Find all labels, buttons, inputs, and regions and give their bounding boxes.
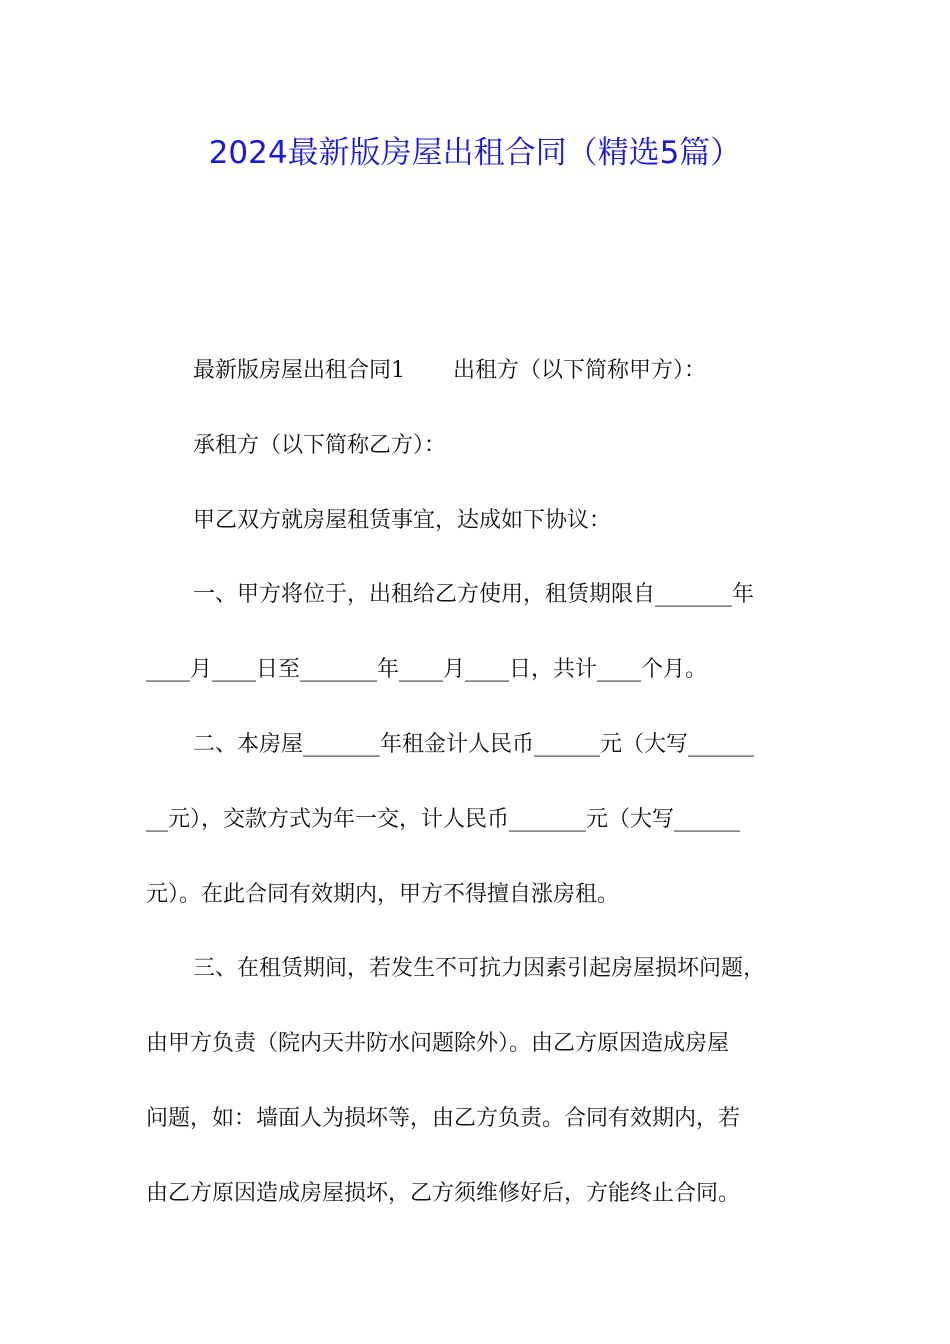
clause-three-line: 问题，如：墙面人为损坏等，由乙方负责。合同有效期内，若 [146, 1105, 741, 1131]
clause-two-line: 二、本房屋_______年租金计人民币______元（大写______ [193, 731, 755, 757]
agreement-intro: 甲乙双方就房屋租赁事宜，达成如下协议： [193, 507, 612, 533]
clause-two-line: 元）。在此合同有效期内，甲方不得擅自涨房租。 [146, 881, 620, 907]
contract-body [146, 334, 826, 1232]
clause-three-line: 由甲方负责（院内天井防水问题除外）。由乙方原因造成房屋 [146, 1031, 730, 1057]
clause-one-line: 一、甲方将位于，出租给乙方使用，租赁期限自_______年 [193, 582, 755, 608]
clause-two-line: __元），交款方式为年一交，计人民币_______元（大写______ [146, 806, 741, 832]
lessee-label: 承租方（以下简称乙方）： [193, 432, 447, 458]
lessor-label: 出租方（以下简称甲方）： [453, 358, 707, 383]
document-title: 2024最新版房屋出租合同（精选5篇） [208, 135, 742, 171]
clause-three-line: 三、在租赁期间，若发生不可抗力因素引起房屋损坏问题， [193, 956, 766, 982]
contract-heading: 最新版房屋出租合同1 [193, 358, 405, 383]
clause-one-line: ____月____日至_______年____月____日，共计____个月。 [146, 657, 708, 683]
paragraph-line [146, 334, 826, 409]
clause-three-line: 由乙方原因造成房屋损坏，乙方须维修好后，方能终止合同。 [146, 1180, 741, 1206]
